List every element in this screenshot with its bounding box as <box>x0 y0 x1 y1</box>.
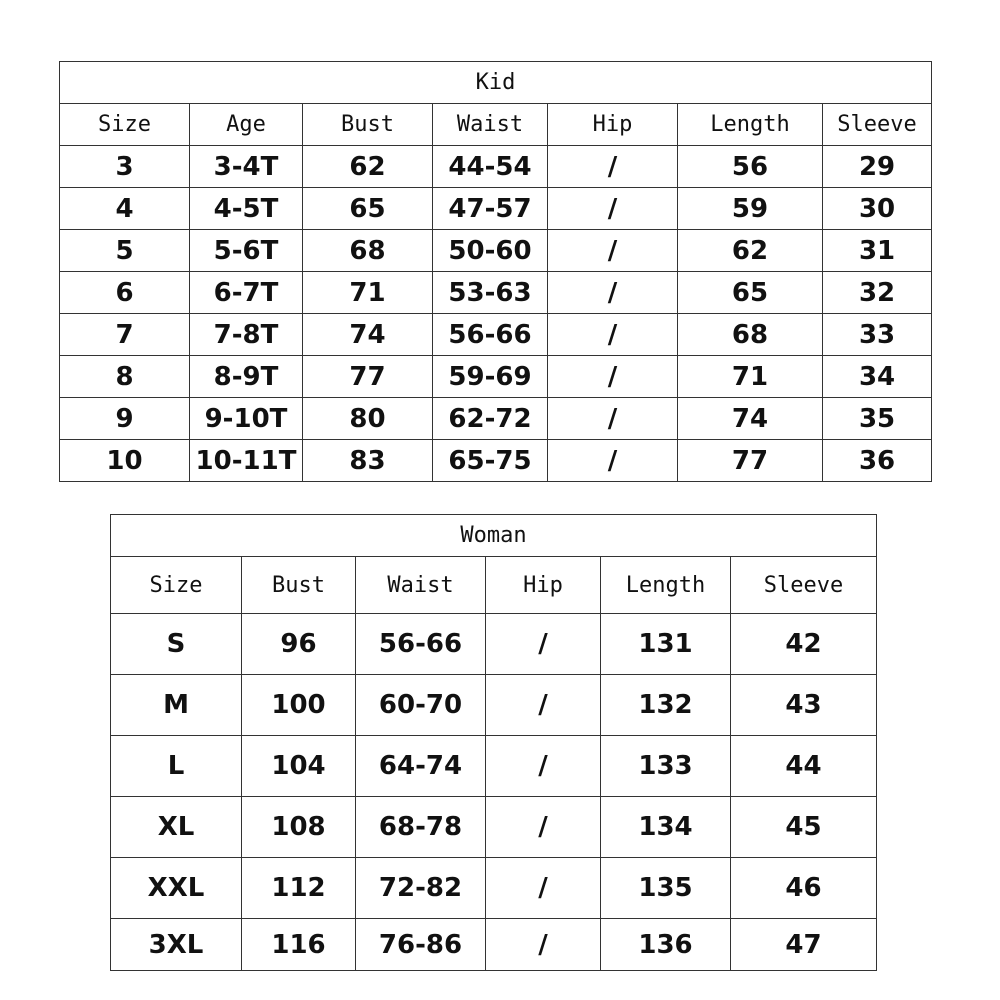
woman-cell-bust: 116 <box>242 919 356 971</box>
kid-header-row <box>60 104 932 146</box>
kid-cell-sleeve: 35 <box>823 398 932 440</box>
kid-cell-sleeve: 31 <box>823 230 932 272</box>
woman-cell-size: 3XL <box>111 919 242 971</box>
kid-cell-sleeve: 29 <box>823 146 932 188</box>
kid-cell-length: 62 <box>678 230 823 272</box>
kid-cell-waist: 44-54 <box>433 146 548 188</box>
kid-cell-bust: 68 <box>303 230 433 272</box>
woman-header-row <box>111 557 877 614</box>
woman-table-row <box>111 614 877 675</box>
kid-cell-sleeve: 34 <box>823 356 932 398</box>
woman-cell-sleeve: 42 <box>731 614 877 675</box>
woman-cell-sleeve: 47 <box>731 919 877 971</box>
kid-cell-size: 6 <box>60 272 190 314</box>
kid-cell-size: 10 <box>60 440 190 482</box>
kid-cell-sleeve: 32 <box>823 272 932 314</box>
woman-table-row <box>111 736 877 797</box>
woman-cell-hip: / <box>486 614 601 675</box>
woman-cell-bust: 112 <box>242 858 356 919</box>
kid-cell-bust: 71 <box>303 272 433 314</box>
kid-cell-hip: / <box>548 188 678 230</box>
kid-cell-age: 3-4T <box>190 146 303 188</box>
kid-cell-age: 4-5T <box>190 188 303 230</box>
kid-column-header-length: Length <box>678 104 823 146</box>
kid-cell-hip: / <box>548 398 678 440</box>
kid-column-header-size: Size <box>60 104 190 146</box>
kid-cell-bust: 77 <box>303 356 433 398</box>
kid-table-row <box>60 272 932 314</box>
kid-cell-waist: 62-72 <box>433 398 548 440</box>
woman-cell-waist: 76-86 <box>356 919 486 971</box>
kid-table-row <box>60 314 932 356</box>
kid-cell-size: 9 <box>60 398 190 440</box>
kid-cell-waist: 53-63 <box>433 272 548 314</box>
woman-cell-waist: 56-66 <box>356 614 486 675</box>
woman-cell-size: XL <box>111 797 242 858</box>
kid-cell-hip: / <box>548 314 678 356</box>
kid-cell-bust: 83 <box>303 440 433 482</box>
woman-cell-length: 133 <box>601 736 731 797</box>
woman-table-body <box>111 515 877 971</box>
woman-cell-hip: / <box>486 919 601 971</box>
woman-table-row <box>111 858 877 919</box>
kid-cell-bust: 80 <box>303 398 433 440</box>
kid-cell-length: 65 <box>678 272 823 314</box>
kid-cell-length: 77 <box>678 440 823 482</box>
woman-cell-sleeve: 46 <box>731 858 877 919</box>
woman-table-title: Woman <box>111 515 877 557</box>
woman-cell-length: 135 <box>601 858 731 919</box>
woman-cell-bust: 104 <box>242 736 356 797</box>
kid-cell-size: 8 <box>60 356 190 398</box>
woman-cell-size: S <box>111 614 242 675</box>
woman-cell-size: XXL <box>111 858 242 919</box>
kid-table-body <box>60 62 932 482</box>
woman-cell-bust: 100 <box>242 675 356 736</box>
kid-cell-length: 56 <box>678 146 823 188</box>
woman-cell-length: 132 <box>601 675 731 736</box>
kid-column-header-age: Age <box>190 104 303 146</box>
kid-table-row <box>60 398 932 440</box>
kid-cell-waist: 56-66 <box>433 314 548 356</box>
kid-table-row <box>60 146 932 188</box>
woman-cell-length: 131 <box>601 614 731 675</box>
kid-size-table <box>59 61 932 482</box>
kid-column-header-bust: Bust <box>303 104 433 146</box>
kid-cell-hip: / <box>548 146 678 188</box>
kid-column-header-sleeve: Sleeve <box>823 104 932 146</box>
kid-cell-waist: 47-57 <box>433 188 548 230</box>
kid-cell-bust: 65 <box>303 188 433 230</box>
kid-cell-size: 7 <box>60 314 190 356</box>
woman-cell-size: M <box>111 675 242 736</box>
woman-cell-hip: / <box>486 797 601 858</box>
woman-cell-waist: 72-82 <box>356 858 486 919</box>
kid-table-row <box>60 188 932 230</box>
kid-cell-hip: / <box>548 356 678 398</box>
woman-cell-hip: / <box>486 858 601 919</box>
woman-size-table <box>110 514 877 971</box>
woman-cell-bust: 108 <box>242 797 356 858</box>
woman-cell-hip: / <box>486 736 601 797</box>
woman-cell-length: 134 <box>601 797 731 858</box>
kid-cell-waist: 59-69 <box>433 356 548 398</box>
woman-cell-waist: 60-70 <box>356 675 486 736</box>
kid-cell-age: 5-6T <box>190 230 303 272</box>
kid-cell-sleeve: 30 <box>823 188 932 230</box>
kid-cell-waist: 50-60 <box>433 230 548 272</box>
kid-cell-sleeve: 36 <box>823 440 932 482</box>
kid-cell-length: 68 <box>678 314 823 356</box>
woman-table-row <box>111 919 877 971</box>
kid-cell-hip: / <box>548 230 678 272</box>
kid-table-row <box>60 230 932 272</box>
woman-cell-sleeve: 43 <box>731 675 877 736</box>
woman-table-row <box>111 797 877 858</box>
kid-cell-length: 74 <box>678 398 823 440</box>
kid-cell-size: 5 <box>60 230 190 272</box>
kid-column-header-hip: Hip <box>548 104 678 146</box>
kid-cell-length: 59 <box>678 188 823 230</box>
kid-cell-age: 6-7T <box>190 272 303 314</box>
woman-column-header-hip: Hip <box>486 557 601 614</box>
woman-cell-waist: 64-74 <box>356 736 486 797</box>
kid-cell-length: 71 <box>678 356 823 398</box>
kid-table-row <box>60 356 932 398</box>
kid-cell-bust: 62 <box>303 146 433 188</box>
kid-cell-hip: / <box>548 440 678 482</box>
woman-cell-waist: 68-78 <box>356 797 486 858</box>
kid-column-header-waist: Waist <box>433 104 548 146</box>
woman-cell-bust: 96 <box>242 614 356 675</box>
kid-cell-sleeve: 33 <box>823 314 932 356</box>
woman-column-header-size: Size <box>111 557 242 614</box>
woman-table-row <box>111 675 877 736</box>
kid-table-row <box>60 440 932 482</box>
woman-column-header-waist: Waist <box>356 557 486 614</box>
kid-cell-size: 3 <box>60 146 190 188</box>
kid-cell-hip: / <box>548 272 678 314</box>
woman-column-header-sleeve: Sleeve <box>731 557 877 614</box>
kid-cell-waist: 65-75 <box>433 440 548 482</box>
kid-table-title: Kid <box>60 62 932 104</box>
kid-cell-size: 4 <box>60 188 190 230</box>
kid-cell-age: 9-10T <box>190 398 303 440</box>
woman-title-row <box>111 515 877 557</box>
woman-column-header-length: Length <box>601 557 731 614</box>
woman-cell-sleeve: 45 <box>731 797 877 858</box>
kid-cell-age: 7-8T <box>190 314 303 356</box>
woman-cell-hip: / <box>486 675 601 736</box>
woman-cell-length: 136 <box>601 919 731 971</box>
kid-cell-age: 10-11T <box>190 440 303 482</box>
kid-cell-age: 8-9T <box>190 356 303 398</box>
woman-cell-size: L <box>111 736 242 797</box>
kid-cell-bust: 74 <box>303 314 433 356</box>
woman-column-header-bust: Bust <box>242 557 356 614</box>
kid-title-row <box>60 62 932 104</box>
woman-cell-sleeve: 44 <box>731 736 877 797</box>
